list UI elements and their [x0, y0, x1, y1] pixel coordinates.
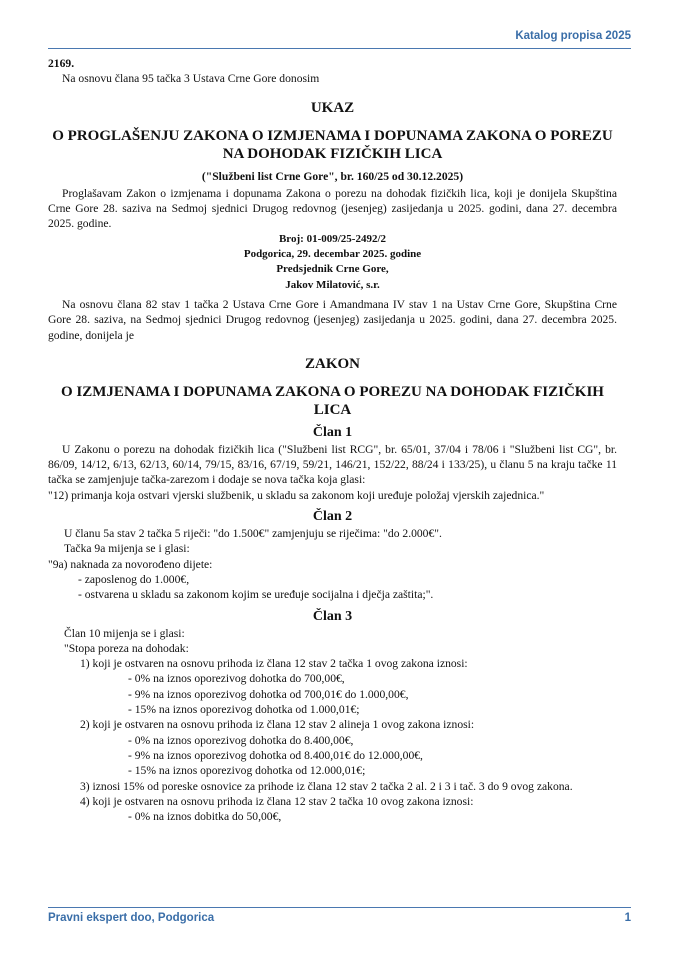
president-title: Predsjednik Crne Gore, — [276, 263, 389, 276]
ukaz-heading: UKAZ — [310, 99, 355, 116]
clan-3-heading: Član 3 — [312, 608, 353, 624]
header-divider — [48, 48, 631, 49]
footer-divider — [48, 907, 631, 908]
catalog-header: Katalog propisa 2025 — [515, 30, 631, 42]
legal-basis-text: Na osnovu člana 82 stav 1 tačka 2 Ustava Crne Gore i Amandmana IV stav 1 na Ustav Crne Gore, Skupština Crne Gore 28. saziva, na Sedmoj sjednici Drugog redovnog (jesenjeg) zasijedanja u 2025. godini, dana 27. decembra 2025. godine, donijela je — [48, 297, 617, 342]
clan-3-item-1c: - 15% na iznos oporezivog dohotka od 1.000,01€; — [128, 703, 360, 717]
place-date: Podgorica, 29. decembar 2025. godine — [243, 248, 422, 261]
clan-2-item-social: - ostvarena u skladu sa zakonom kojim se uređuje socijalna i dječja zaštita;". — [78, 588, 434, 602]
clan-2-point-change: Tačka 9a mijenja se i glasi: — [64, 542, 190, 556]
clan-2-text: U članu 5a stav 2 tačka 5 riječi: "do 1.500€" zamjenjuju se riječima: "do 2.000€". — [64, 527, 442, 541]
clan-1-text: U Zakonu o porezu na dohodak fizičkih lica ("Službeni list RCG", br. 65/01, 37/04 i 78/06 i "Službeni list CG", br. 86/09, 14/12, 6/13, 62/13, 60/14, 79/15, 83/16, 67/19, 59/21, 146/21, 152/22, 88/24 i 133/25), u članu 5 na kraju tačke 11 tačka se zamjenjuje tačka-zarezom i dodaje se nova tačka koja glasi: — [48, 442, 617, 487]
clan-3-item-3: 3) iznosi 15% od poreske osnovice za prihode iz člana 12 stav 2 tačka 2 al. 2 i 3 i tač. 3 do 9 ovog zakona. — [80, 779, 573, 793]
clan-3-item-2c: - 15% na iznos oporezivog dohotka od 12.000,01€; — [128, 764, 366, 778]
zakon-heading: ZAKON — [304, 355, 360, 372]
regulation-number: 2169. — [48, 57, 75, 70]
intro-text: Na osnovu člana 95 tačka 3 Ustava Crne Gore donosim — [62, 72, 320, 86]
clan-3-item-2a: - 0% na iznos oporezivog dohotka do 8.400,00€, — [128, 733, 354, 747]
document-body — [48, 54, 617, 824]
clan-3-item-4a: - 0% na iznos dobitka do 50,00€, — [128, 810, 282, 824]
clan-3-item-1: 1) koji je ostvaren na osnovu prihoda iz člana 12 stav 2 tačka 1 ovog zakona iznosi: — [80, 657, 468, 671]
gazette-reference: ("Službeni list Crne Gore", br. 160/25 od 30.12.2025) — [201, 169, 464, 183]
zakon-title: O IZMJENAMA I DOPUNAMA ZAKONA O POREZU NA DOHODAK FIZIČKIH LICA — [61, 383, 604, 418]
clan-2-item-employee: - zaposlenog do 1.000€, — [78, 572, 190, 586]
clan-3-text: Član 10 mijenja se i glasi: — [64, 626, 185, 640]
ukaz-title: O PROGLAŠENJU ZAKONA O IZMJENAMA I DOPUNAMA ZAKONA O POREZU NA DOHODAK FIZIČKIH LICA — [52, 127, 613, 162]
page-footer — [48, 912, 631, 924]
clan-3-item-4: 4) koji je ostvaren na osnovu prihoda iz člana 12 stav 2 tačka 10 ovog zakona iznosi: — [80, 794, 474, 808]
clan-2-point-9a: "9a) naknada za novorođeno dijete: — [48, 557, 213, 571]
proclamation-text: Proglašavam Zakon o izmjenama i dopunama Zakona o porezu na dohodak fizičkih lica, koji je donijela Skupština Crne Gore 28. saziva na Sedmoj sjednici Drugog redovnog (jesenjeg) zasijedanja u 2025. godini, dana 27. decembra 2025. godine. — [48, 186, 617, 231]
president-name: Jakov Milatović, s.r. — [285, 278, 380, 291]
clan-1-heading: Član 1 — [312, 424, 353, 440]
clan-3-tax-rate-intro: "Stopa poreza na dohodak: — [64, 641, 189, 655]
clan-2-heading: Član 2 — [312, 509, 353, 525]
clan-3-item-1b: - 9% na iznos oporezivog dohotka od 700,01€ do 1.000,00€, — [128, 687, 409, 701]
clan-3-item-2: 2) koji je ostvaren na osnovu prihoda iz člana 12 stav 2 alineja 1 ovog zakona iznosi: — [80, 718, 475, 732]
page-number: 1 — [624, 912, 631, 924]
footer-publisher: Pravni ekspert doo, Podgorica — [48, 912, 215, 924]
clan-1-new-item: "12) primanja koja ostvari vjerski službenik, u skladu sa zakonom koji uređuje položaj vjerskih zajednica." — [48, 488, 545, 502]
document-number: Broj: 01-009/25-2492/2 — [278, 232, 387, 245]
clan-3-item-2b: - 9% na iznos oporezivog dohotka od 8.400,01€ do 12.000,00€, — [128, 748, 423, 762]
clan-3-item-1a: - 0% na iznos oporezivog dohotka do 700,00€, — [128, 672, 345, 686]
